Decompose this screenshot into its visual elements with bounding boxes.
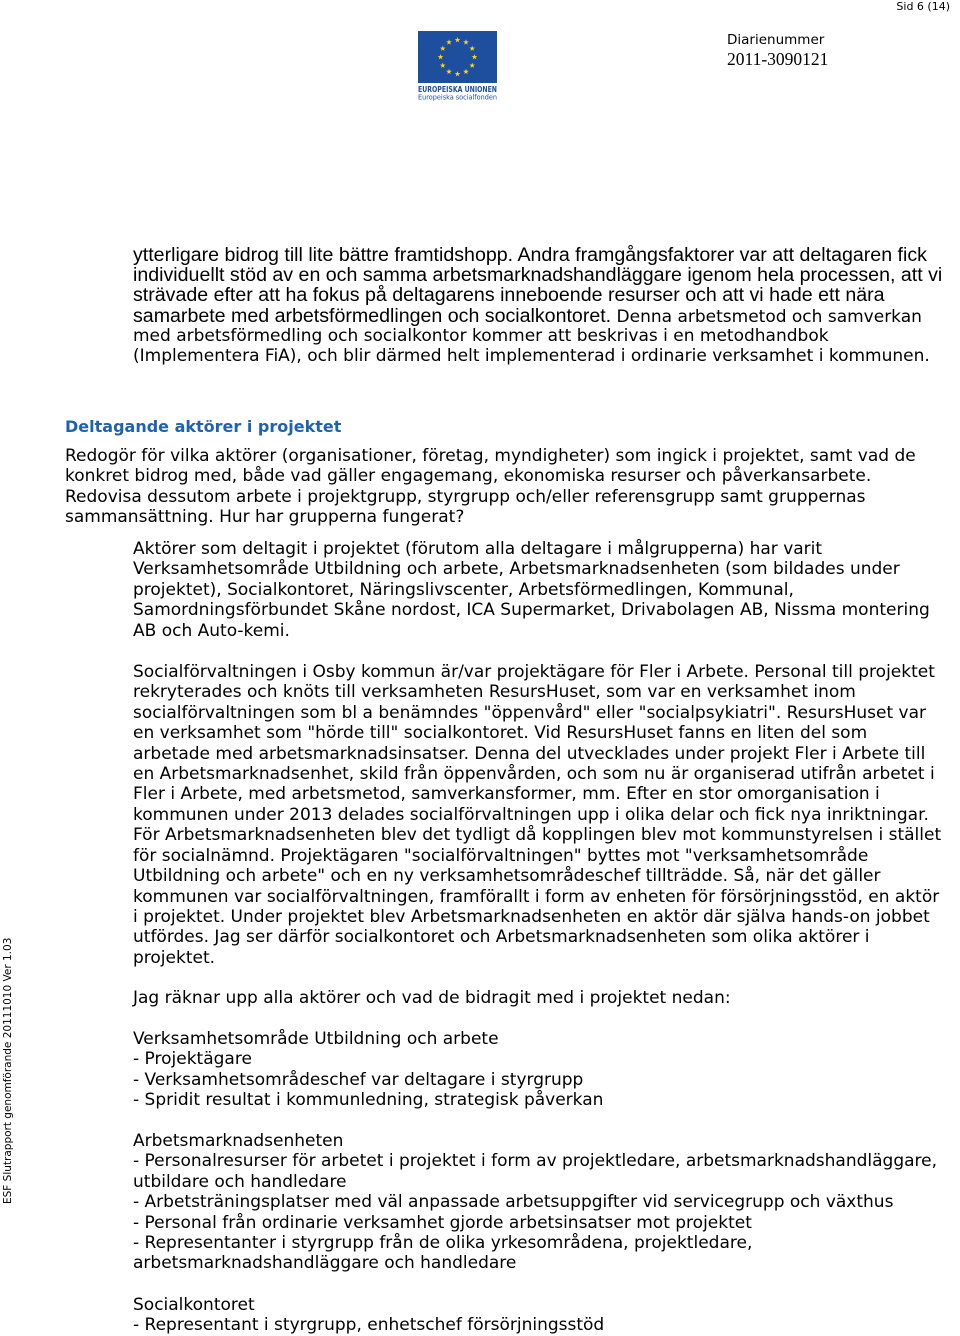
document-version-sidebar: ESF Slutrapport genomförande 20111010 Ver 1.03: [2, 937, 14, 1204]
eu-logo: [416, 29, 500, 103]
actor-group-item-continuation: arbetsmarknadshandläggare och handledare: [133, 1253, 517, 1274]
actor-group-item: - Arbetsträningsplatser med väl anpassade arbetsuppgifter vid servicegrupp och växthus: [133, 1192, 894, 1213]
eu-logo-fund-text: Europeiska socialfonden: [418, 93, 497, 102]
actor-group-item-continuation: utbildare och handledare: [133, 1171, 347, 1192]
instruction-line: Redovisa dessutom arbete i projektgrupp, styrgrupp och/eller referensgrupp samt gruppernas: [65, 486, 866, 507]
actor-group-title: Verksamhetsområde Utbildning och arbete: [133, 1028, 499, 1049]
intro-line-continuation: Denna arbetsmetod och samverkan: [616, 306, 922, 327]
actor-group-item: - Personalresurser för arbetet i projektet i form av projektledare, arbetsmarknadshandläggare,: [133, 1151, 938, 1172]
intro-line: (Implementera FiA), och blir därmed helt implementerad i ordinarie verksamhet i kommunen.: [133, 345, 930, 366]
instruction-line: konkret bidrog med, både vad gäller engagemang, ekonomiska resurser och påverkansarbete.: [65, 466, 872, 487]
answer-line: för socialnämnd. Projektägaren "socialförvaltningen" byttes mot "verksamhetsområde: [133, 845, 869, 866]
answer-line: Fler i Arbete, med arbetsmetod, samverkansformer, mm. Efter en stor omorganisation i: [133, 784, 880, 805]
instruction-line: sammansättning. Hur har grupperna fungerat?: [65, 507, 465, 528]
answer-line: utfördes. Jag ser därför socialkontoret och Arbetsmarknadsenheten som olika aktörer i: [133, 927, 870, 948]
answer-line: projektet.: [133, 947, 216, 968]
diarienummer-label: Diarienummer: [727, 32, 825, 48]
intro-line: individuellt stöd av en och samma arbetsmarknadshandläggare igenom hela processen, att vi: [133, 264, 943, 287]
actor-group-item: - Spridit resultat i kommunledning, strategisk påverkan: [133, 1090, 604, 1111]
answer-line: kommunen var socialförvaltningen, framförallt i form av enheten för försörjningsstöd, en aktör: [133, 886, 940, 907]
actor-group-title: Arbetsmarknadsenheten: [133, 1130, 344, 1151]
diarienummer-value: 2011-3090121: [727, 49, 829, 69]
instructions-paragraph: [65, 446, 916, 528]
answer-line: en verksamhet som "hörde till" socialkontoret. Vid ResursHuset fanns en liten del som: [133, 723, 868, 744]
answer-line: Verksamhetsområde Utbildning och arbete, Arbetsmarknadsenheten (som bildades under: [133, 559, 900, 580]
intro-paragraph: [133, 245, 942, 366]
actor-group-item: - Representant i styrgrupp, enhetschef försörjningsstöd: [133, 1315, 605, 1336]
intro-line: ytterligare bidrog till lite bättre framtidshopp. Andra framgångsfaktorer var att deltagaren fick: [133, 244, 927, 266]
answer-paragraph-actors: [133, 539, 930, 641]
answer-line: kommunen under 2013 delades socialförvaltningen upp i olika delar och fick nya inriktningar.: [133, 804, 929, 825]
actor-group: [133, 1131, 937, 1274]
answer-line: Utbildning och arbete" och en ny verksamhetsområdeschef tillträdde. Så, när det gäller: [133, 866, 881, 887]
actor-group-item: - Projektägare: [133, 1049, 252, 1070]
intro-line: strävade efter att ha fokus på deltagarens inneboende resurser och att vi hade ett nära: [133, 284, 885, 307]
eu-logo-union-text: EUROPEISKA UNIONEN: [418, 85, 497, 94]
answer-line: För Arbetsmarknadsenheten blev det tydligt då kopplingen blev mot kommunstyrelsen i stället: [133, 825, 942, 846]
actor-group-item: - Verksamhetsområdeschef var deltagare i styrgrupp: [133, 1069, 584, 1090]
actor-group: [133, 1029, 603, 1111]
answer-line: Aktörer som deltagit i projektet (förutom alla deltagare i målgrupperna) har varit: [133, 538, 823, 559]
answer-line: Socialförvaltningen i Osby kommun är/var projektägare för Fler i Arbete. Personal till projektet: [133, 661, 935, 682]
actor-group-item: - Personal från ordinarie verksamhet gjorde arbetsinsatser mot projektet: [133, 1212, 752, 1233]
intro-line: [133, 306, 942, 326]
section-heading: Deltagande aktörer i projektet: [65, 417, 342, 436]
answer-paragraph-ownership: [133, 662, 941, 969]
answer-line: socialförvaltningen som bl a benämndes "öppenvård" eller "socialpsykiatri". ResursHuset var: [133, 702, 927, 723]
page-number: Sid 6 (14): [896, 0, 950, 13]
answer-line: en Arbetsmarknadsenhet, skild från öppenvården, och som nu är organiserad utifrån arbetet i: [133, 763, 935, 784]
instruction-line: Redogör för vilka aktörer (organisationer, företag, myndigheter) som ingick i projektet, samt vad de: [65, 445, 916, 466]
intro-line-start: samarbete med arbetsförmedlingen och socialkontoret.: [133, 304, 612, 327]
answer-line: i projektet. Under projektet blev Arbetsmarknadsenheten en aktör där själva hands-on jobbet: [133, 907, 930, 928]
actor-group-item: - Representanter i styrgrupp från de olika yrkesområdena, projektledare,: [133, 1232, 753, 1253]
answer-line: rekryterades och knöts till verksamheten ResursHuset, som var en verksamhet inom: [133, 682, 856, 703]
actor-group: [133, 1295, 604, 1336]
actor-group-title: Socialkontoret: [133, 1294, 255, 1315]
answer-line: AB och Auto-kemi.: [133, 620, 290, 641]
answer-line: projektet), Socialkontoret, Näringslivscenter, Arbetsförmedlingen, Kommunal,: [133, 579, 794, 600]
intro-line: med arbetsförmedling och socialkontor kommer att beskrivas i en metodhandbok: [133, 325, 829, 346]
answer-line: arbetade med arbetsmarknadsinsatser. Denna del utvecklades under projekt Fler i Arbete till: [133, 743, 926, 764]
answer-line: Samordningsförbundet Skåne nordost, ICA Supermarket, Drivabolagen AB, Nissma montering: [133, 600, 930, 621]
answer-line: Jag räknar upp alla aktörer och vad de bidragit med i projektet nedan:: [133, 987, 731, 1008]
answer-paragraph-list-intro: [133, 988, 731, 1008]
